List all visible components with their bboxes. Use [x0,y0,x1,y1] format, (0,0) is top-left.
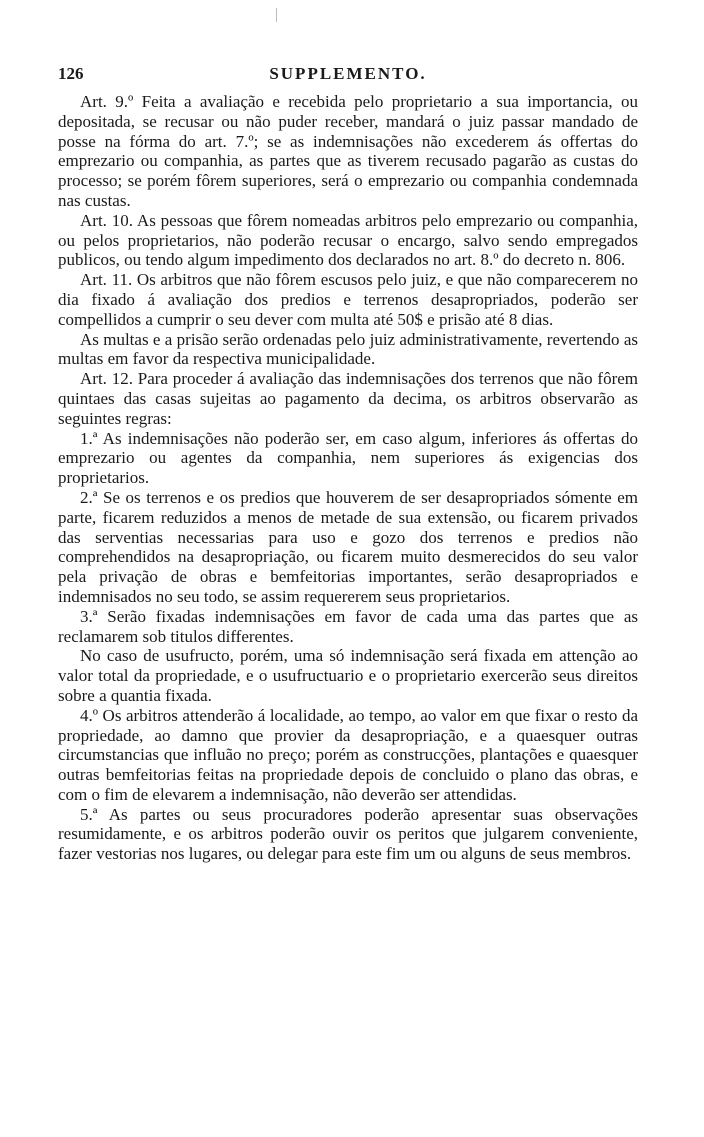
paragraph-rule-2: 2.ª Se os terrenos e os predios que houverem de ser desapropriados sómente em parte, ficarem reduzidos a menos de metade de sua extensão, ou ficarem privados das serventias necessarias para uso e gozo dos terrenos e predios não comprehendidos na desapropriação, ou ficarem muito desmerecidos do seu valor pela privação de obras e bemfeitorias importantes, serão desapropriados e indemnisados no seu todo, se assim requererem seus proprietarios. [58,487,638,606]
paragraph-usufruct: No caso de usufructo, porém, uma só indemnisação será fixada em attenção ao valor total da propriedade, e o usufructuario e o proprietario exercerão seus direitos sobre a quantia fixada. [58,646,638,705]
body-text [58,92,638,864]
paragraph-art-10: Art. 10. As pessoas que fôrem nomeadas arbitros pelo emprezario ou companhia, ou pelos proprietarios, não poderão recusar o encargo, salvo sendo empregados publicos, ou tendo algum impedimento dos declarados no art. 8.º do decreto n. 806. [58,210,638,270]
print-mark [276,8,277,22]
page-number: 126 [58,64,84,83]
paragraph-art-9: Art. 9.º Feita a avaliação e recebida pelo proprietario a sua importancia, ou depositada, se recusar ou não puder receber, mandará o juiz passar mandado de posse na fórma do art. 7.º; se as indemnisações não excederem ás offertas do emprezario ou companhia, as partes que as tiverem recusado pagarão as custas do processo; se porém fôrem superiores, será o emprezario ou companhia condemnada nas custas. [58,92,638,210]
paragraph-rule-4: 4.º Os arbitros attenderão á localidade, ao tempo, ao valor em que fixar o resto da propriedade, ao damno que provier da desapropriação, e a quaesquer outras circumstancias que influão no preço; porém as construcções, plantações e quaesquer outras bemfeitorias feitas na propriedade depois de concluido o plano das obras, e com o fim de elevarem a indemnisação, não deverão ser attendidas. [58,705,638,804]
paragraph-rule-5: 5.ª As partes ou seus procuradores poderão apresentar suas observações resumidamente, e os arbitros poderão ouvir os peritos que julgarem conveniente, fazer vestorias nos lugares, ou delegar para este fim um ou alguns de seus membros. [58,804,638,864]
paragraph-fines: As multas e a prisão serão ordenadas pelo juiz administrativamente, revertendo as multas em favor da respectiva municipalidade. [58,329,638,369]
paragraph-art-11: Art. 11. Os arbitros que não fôrem escusos pelo juiz, e que não comparecerem no dia fixado á avaliação dos predios e terrenos desapropriados, poderão ser compellidos a cumprir o seu dever com multa até 50$ e prisão até 8 dias. [58,270,638,329]
paragraph-art-12: Art. 12. Para proceder á avaliação das indemnisações dos terrenos que não fôrem quintaes das casas sujeitas ao pagamento da decima, os arbitros observarão as seguintes regras: [58,369,638,428]
paragraph-rule-1: 1.ª As indemnisações não poderão ser, em caso algum, inferiores ás offertas do emprezario ou agentes da companhia, nem superiores ás exigencias dos proprietarios. [58,428,638,488]
paragraph-rule-3: 3.ª Serão fixadas indemnisações em favor de cada uma das partes que as reclamarem sob titulos differentes. [58,606,638,646]
page-header [58,64,638,86]
running-title: SUPPLEMENTO. [269,64,427,83]
